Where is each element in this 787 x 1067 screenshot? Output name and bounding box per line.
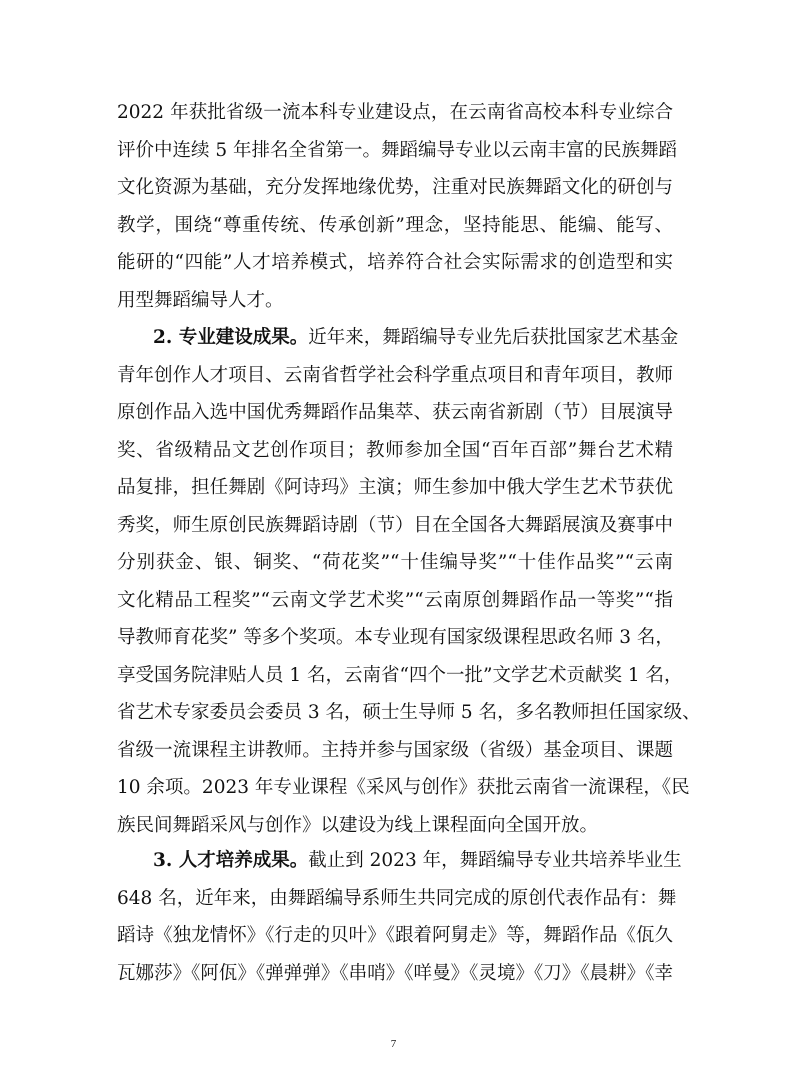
text-line: 2022 年获批省级一流本科专业建设点，在云南省高校本科专业综合: [117, 102, 673, 123]
text-line: 省艺术专家委员会委员 3 名，硕士生导师 5 名，多名教师担任国家级、: [117, 702, 701, 723]
first-line-text: 截止到 2023 年，舞蹈编导专业共培养毕业生: [308, 850, 682, 871]
text-line: 导教师育花奖” 等多个奖项。本专业现有国家级课程思政名师 3 名，: [117, 627, 674, 648]
text-line: 蹈诗《独龙情怀》《行走的贝叶》《跟着阿舅走》等，舞蹈作品《佤久: [117, 925, 673, 946]
page-number: 7: [390, 1038, 397, 1050]
text-line: 文化精品工程奖”“云南文学艺术奖”“云南原创舞蹈作品一等奖”“指: [117, 589, 673, 611]
section-heading: 3. 人才培养成果。: [153, 850, 309, 871]
text-line: 用型舞蹈编导人才。: [117, 289, 284, 311]
text-line: 品复排，担任舞剧《阿诗玛》主演；师生参加中俄大学生艺术节获优: [117, 477, 673, 498]
section-heading: 2. 专业建设成果。: [153, 327, 309, 348]
text-line: 青年创作人才项目、云南省哲学社会科学重点项目和青年项目，教师: [117, 364, 673, 386]
text-line: 评价中连续 5 年排名全省第一。舞蹈编导专业以云南丰富的民族舞蹈: [117, 139, 678, 161]
text-line: 能研的“四能”人才培养模式，培养符合社会实际需求的创造型和实: [117, 252, 673, 273]
first-line-text: 近年来，舞蹈编导专业先后获批国家艺术基金: [308, 327, 679, 348]
text-line: 教学，围绕“尊重传统、传承创新”理念，坚持能思、能编、能写、: [117, 214, 673, 236]
text-line: 原创作品入选中国优秀舞蹈作品集萃、获云南省新剧（节）目展演导: [117, 402, 673, 423]
text-line: 奖、省级精品文艺创作项目；教师参加全国“百年百部”舞台艺术精: [117, 439, 673, 461]
paragraph-first-line: [153, 320, 679, 356]
text-line: 10 余项。2023 年专业课程《采风与创作》获批云南省一流课程，《民: [117, 777, 690, 798]
text-line: 享受国务院津贴人员 1 名，云南省“四个一批”文学艺术贡献奖 1 名，: [117, 664, 683, 686]
text-line: 648 名，近年来，由舞蹈编导系师生共同完成的原创代表作品有：舞: [117, 887, 677, 909]
text-line: 分别获金、银、铜奖、“荷花奖”“十佳编导奖”“十佳作品奖”“云南: [117, 552, 673, 573]
text-line: 瓦娜莎》《阿佤》《弹弹弹》《串哨》《咩曼》《灵境》《刀》《晨耕》《幸: [117, 962, 673, 984]
text-line: 秀奖，师生原创民族舞蹈诗剧（节）目在全国各大舞蹈展演及赛事中: [117, 514, 673, 536]
text-line: 文化资源为基础，充分发挥地缘优势，注重对民族舞蹈文化的研创与: [117, 177, 673, 198]
text-line: 省级一流课程主讲教师。主持并参与国家级（省级）基金项目、课题: [117, 739, 673, 761]
paragraph-first-line: [153, 843, 682, 879]
text-line: 族民间舞蹈采风与创作》以建设为线上课程面向全国开放。: [117, 814, 599, 836]
